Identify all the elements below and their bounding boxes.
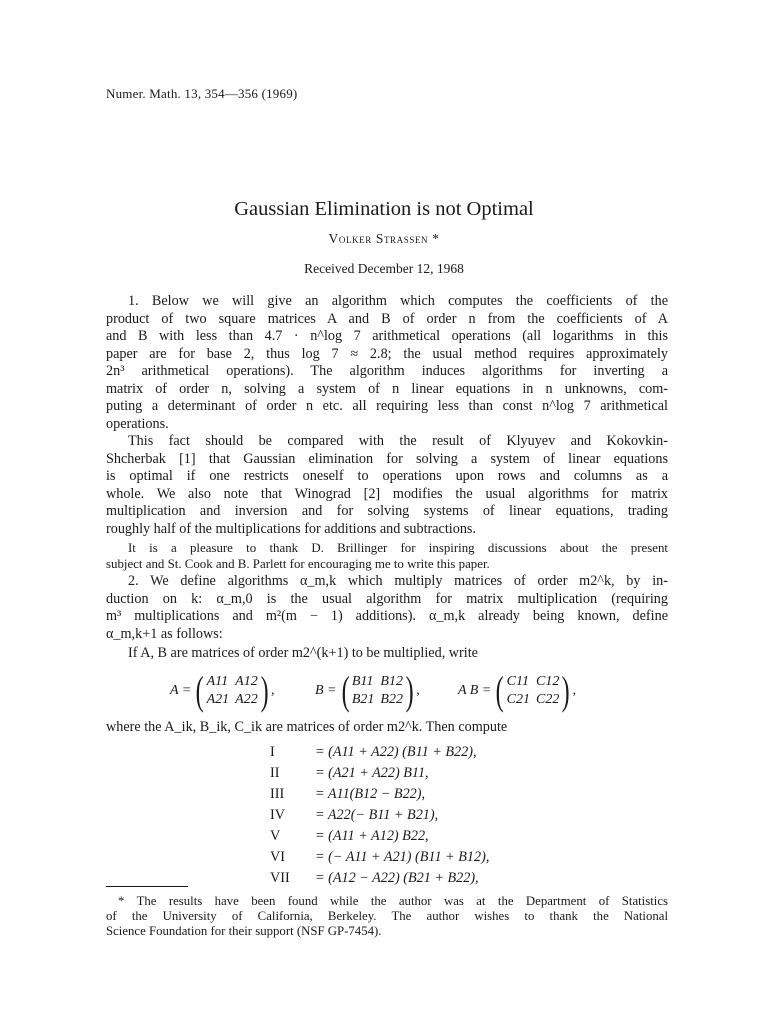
text-line: is optimal if one restricts oneself to operations upon rows and columns as a bbox=[106, 468, 668, 484]
text-line: 1. Below we will give an algorithm which computes the coefficients of the bbox=[128, 293, 668, 309]
formula-label: III bbox=[270, 786, 285, 802]
formula-expr: = (A11 + A12) B22, bbox=[315, 828, 429, 844]
text-line: α_m,k+1 as follows: bbox=[106, 625, 223, 642]
formula-row bbox=[270, 744, 477, 761]
left-paren: ( bbox=[495, 668, 504, 713]
text-line: 2. We define algorithms α_m,k which multiply matrices of order m2^k, by in- bbox=[128, 573, 668, 589]
formula-label: V bbox=[270, 828, 281, 844]
matrix-cell: C11 bbox=[506, 674, 529, 689]
text-line: duction on k: α_m,0 is the usual algorithm for matrix multiplication (requiring bbox=[106, 590, 668, 607]
matrix-cell: C12 bbox=[535, 674, 560, 689]
text-line: 2n³ arithmetical operations). The algorithm induces algorithms for inverting a bbox=[106, 363, 668, 379]
formula-row bbox=[270, 786, 425, 803]
footnote-line: of the University of California, Berkeley. The author wishes to thank the National bbox=[106, 909, 668, 923]
matrix-name: A B = bbox=[458, 683, 492, 698]
footnote-rule bbox=[106, 886, 188, 887]
formula-label: VI bbox=[270, 849, 285, 865]
text-line: whole. We also note that Winograd [2] modifies the usual algorithms for matrix bbox=[106, 485, 668, 502]
matrix-cell: A11 bbox=[206, 674, 229, 689]
text-line: subject and St. Cook and B. Parlett for encouraging me to write this paper. bbox=[106, 557, 490, 571]
block-matrices bbox=[170, 666, 610, 716]
matrix-AB: A B = ( C11 C12 C21 C22 ) , bbox=[458, 668, 577, 713]
formula-label: I bbox=[270, 744, 275, 760]
text-line: Shcherbak [1] that Gaussian elimination for solving a system of linear equations bbox=[106, 450, 668, 467]
formula-expr: = (A12 − A22) (B21 + B22), bbox=[315, 870, 479, 886]
right-paren: ) bbox=[561, 668, 570, 713]
paragraph-acknowledgement bbox=[106, 540, 668, 572]
paragraph-2 bbox=[106, 433, 668, 538]
received-date: Received December 12, 1968 bbox=[304, 261, 464, 276]
matrix-cell: A12 bbox=[235, 674, 258, 689]
text-line: puting a determinant of order n etc. all requiring less than const n^log 7 arithmetical bbox=[106, 398, 668, 414]
paragraph-where bbox=[106, 719, 668, 737]
formula-row bbox=[270, 849, 489, 866]
matrix-grid bbox=[352, 674, 403, 708]
matrix-cell: C22 bbox=[535, 692, 560, 707]
text-line: paper are for base 2, thus log 7 ≈ 2.8; the usual method requires approximately bbox=[106, 345, 668, 362]
text-line: where the A_ik, B_ik, C_ik are matrices of order m2^k. Then compute bbox=[106, 719, 508, 735]
formula-row bbox=[270, 765, 429, 782]
author-name: Volker Strassen * bbox=[328, 231, 440, 246]
text-line: This fact should be compared with the result of Klyuyev and Kokovkin- bbox=[128, 433, 668, 449]
text-line: roughly half of the multiplications for additions and subtractions. bbox=[106, 520, 476, 537]
left-paren: ( bbox=[195, 668, 204, 713]
matrix-cell: B22 bbox=[380, 692, 403, 707]
matrix-cell: B21 bbox=[351, 692, 375, 707]
text-line: product of two square matrices A and B of order n from the coefficients of A bbox=[106, 310, 668, 327]
matrix-cell: B11 bbox=[351, 674, 374, 689]
formula-label: VII bbox=[270, 870, 290, 886]
matrix-grid bbox=[507, 674, 560, 708]
left-paren: ( bbox=[341, 668, 350, 713]
right-paren: ) bbox=[405, 668, 414, 713]
formula-label: II bbox=[270, 765, 280, 781]
matrix-cell: A21 bbox=[206, 692, 230, 707]
text-line: and B with less than 4.7 · n^log 7 arithmetical operations (all logarithms in this bbox=[106, 328, 668, 344]
formula-expr: = A11(B12 − B22), bbox=[315, 786, 426, 802]
formula-expr: = (A11 + A22) (B11 + B22), bbox=[315, 744, 477, 760]
paper-title: Gaussian Elimination is not Optimal bbox=[234, 198, 534, 220]
matrix-grid bbox=[207, 674, 258, 708]
formula-expr: = A22(− B11 + B21), bbox=[315, 807, 439, 823]
footnote bbox=[106, 894, 668, 939]
matrix-name: B = bbox=[315, 683, 337, 698]
paragraph-section-2 bbox=[106, 573, 668, 643]
text-line: m³ multiplications and m²(m − 1) additions). α_m,k already being known, define bbox=[106, 608, 668, 624]
text-line: If A, B are matrices of order m2^(k+1) to be multiplied, write bbox=[128, 645, 478, 661]
right-paren: ) bbox=[260, 668, 269, 713]
formula-expr: = (A21 + A22) B11, bbox=[315, 765, 429, 781]
matrix-A: A = ( A11 A12 A21 A22 ) , bbox=[170, 668, 275, 713]
footnote-line: Science Foundation for their support (NSF GP-7454). bbox=[106, 924, 382, 938]
matrix-cell: C21 bbox=[506, 692, 530, 707]
matrix-cell: B12 bbox=[380, 674, 403, 689]
formula-label: IV bbox=[270, 807, 285, 823]
formula-expr: = (− A11 + A21) (B11 + B12), bbox=[315, 849, 490, 865]
formula-row bbox=[270, 807, 438, 824]
text-line: It is a pleasure to thank D. Brillinger for inspiring discussions about the present bbox=[128, 541, 668, 555]
text-line: operations. bbox=[106, 415, 169, 432]
paragraph-if bbox=[106, 645, 668, 663]
matrix-B: B = ( B11 B12 B21 B22 ) , bbox=[315, 668, 420, 713]
text-line: matrix of order n, solving a system of n linear equations in n unknowns, com- bbox=[106, 380, 668, 397]
paragraph-1 bbox=[106, 293, 668, 433]
formula-row bbox=[270, 828, 429, 845]
formula-row bbox=[270, 870, 479, 887]
journal-citation: Numer. Math. 13, 354—356 (1969) bbox=[106, 86, 298, 101]
matrix-cell: A22 bbox=[235, 692, 258, 707]
text-line: multiplication and inversion and for solving systems of linear equations, trading bbox=[106, 503, 668, 519]
matrix-name: A = bbox=[170, 683, 192, 698]
footnote-line: * The results have been found while the author was at the Department of Statistics bbox=[118, 894, 668, 908]
